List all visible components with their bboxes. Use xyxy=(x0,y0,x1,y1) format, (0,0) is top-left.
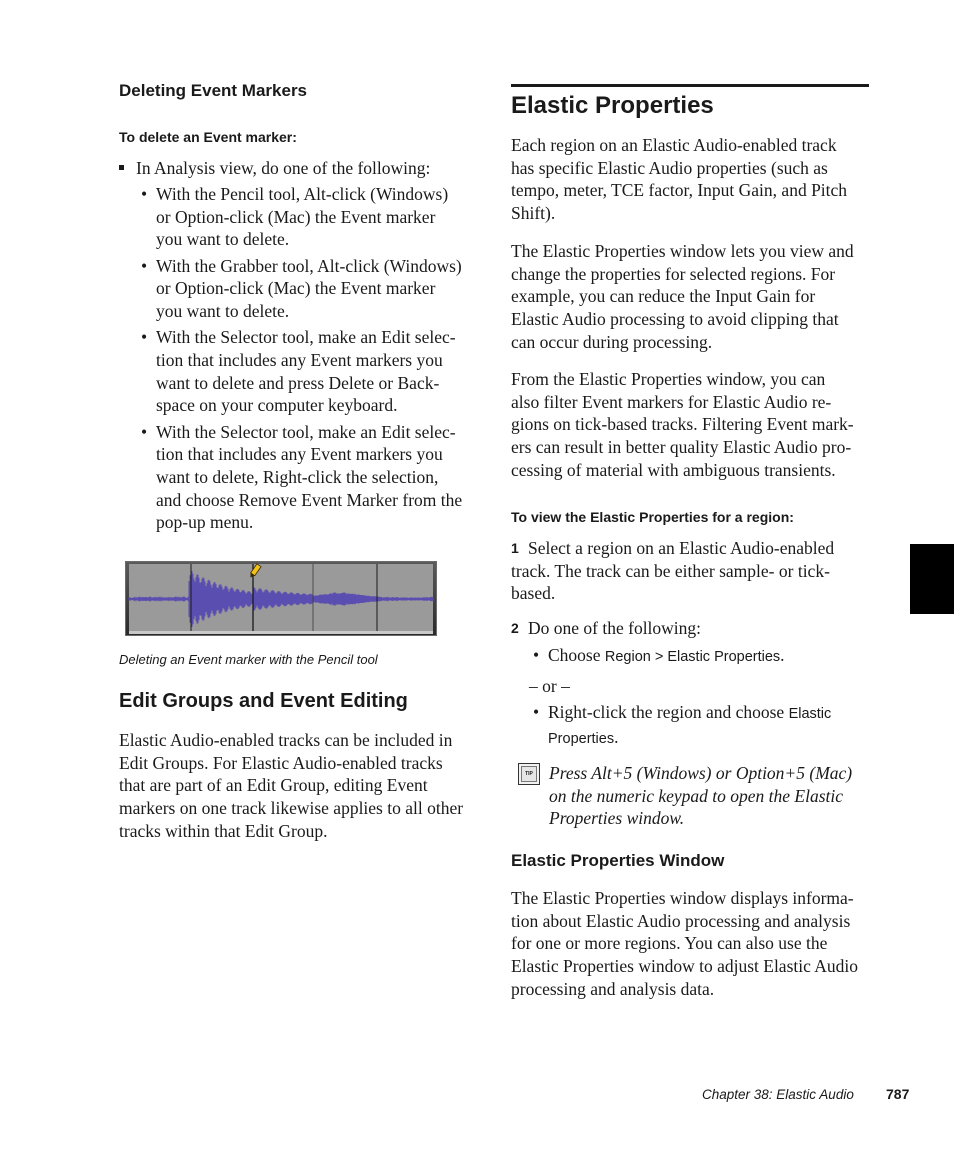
bullet-line: tion that includes any Event markers you xyxy=(156,349,443,370)
list-item xyxy=(533,701,873,750)
bullet-icon: • xyxy=(141,421,148,442)
bullet-line: With the Selector tool, make an Edit selec- xyxy=(156,421,456,442)
text-line: Press Alt+5 (Windows) or Option+5 (Mac) xyxy=(549,763,853,783)
heading-edit-groups: Edit Groups and Event Editing xyxy=(119,690,408,712)
list-item xyxy=(141,255,481,323)
paragraph xyxy=(511,887,871,1001)
heading-deleting-event-markers: Deleting Event Markers xyxy=(119,81,308,100)
figure-caption: Deleting an Event marker with the Pencil tool xyxy=(119,652,378,667)
text-line: has specific Elastic Audio properties (such as xyxy=(511,157,828,178)
bullet-line: want to delete, Right-click the selection, xyxy=(156,466,439,487)
bullet-icon: • xyxy=(533,645,540,665)
text-line: Select a region on an Elastic Audio-enabled xyxy=(528,538,835,558)
text-line: Do one of the following: xyxy=(528,618,702,638)
bullet-line: you want to delete. xyxy=(156,301,290,322)
paragraph xyxy=(511,134,871,225)
step-2 xyxy=(511,617,871,640)
text-line: tracks within that Edit Group. xyxy=(119,820,328,841)
text-span: Right-click the region and choose xyxy=(548,702,789,722)
text-line: on the numeric keypad to open the Elastic xyxy=(549,785,844,806)
bullet-line: and choose Remove Event Marker from the xyxy=(156,489,463,510)
list-item xyxy=(141,326,481,417)
main-bullet xyxy=(119,157,479,180)
text-line: Shift). xyxy=(511,203,556,224)
bullet-line: or Option-click (Mac) the Event marker xyxy=(156,278,436,299)
bullet-icon: • xyxy=(533,702,540,722)
text-line: Each region on an Elastic Audio-enabled track xyxy=(511,135,837,155)
text-line: processing and analysis data. xyxy=(511,978,715,999)
tip-icon xyxy=(518,763,540,785)
procedure-heading: To delete an Event marker: xyxy=(119,129,297,145)
text-line: cessing of material with ambiguous transients. xyxy=(511,459,836,480)
text-span: . xyxy=(780,645,785,665)
text-line: example, you can reduce the Input Gain for xyxy=(511,286,816,307)
list-item xyxy=(141,421,481,535)
bullet-icon: • xyxy=(141,255,148,276)
text-line: gions on tick-based tracks. Filtering Event mark- xyxy=(511,414,854,435)
text-line: track. The track can be either sample- or tick- xyxy=(511,560,830,581)
text-line: ers can result in better quality Elastic Audio pro- xyxy=(511,437,852,458)
edit-groups-paragraph xyxy=(119,729,479,843)
text-line: can occur during processing. xyxy=(511,331,713,352)
bullet-line: With the Selector tool, make an Edit selec- xyxy=(156,327,456,348)
text-line: markers on one track likewise applies to all other xyxy=(119,798,464,819)
list-item xyxy=(533,644,873,669)
text-line: Edit Groups. For Elastic Audio-enabled tracks xyxy=(119,752,443,773)
bullet-line: pop-up menu. xyxy=(156,512,254,533)
sub-bullet-list xyxy=(141,183,481,534)
text-line: based. xyxy=(511,583,556,604)
paragraph xyxy=(511,240,871,354)
bullet-line: want to delete and press Delete or Back- xyxy=(156,372,440,393)
text-line: Properties window. xyxy=(549,808,685,829)
step-1 xyxy=(511,537,871,605)
menu-path: Region > Elastic Properties xyxy=(604,649,781,665)
footer-chapter: Chapter 38: Elastic Audio xyxy=(702,1087,854,1102)
text-line: change the properties for selected regions. For xyxy=(511,263,836,284)
tip-text xyxy=(549,762,874,830)
or-separator: – or – xyxy=(529,676,570,696)
waveform-figure xyxy=(125,561,437,636)
text-line: From the Elastic Properties window, you can xyxy=(511,369,826,389)
square-bullet-icon xyxy=(119,165,124,170)
text-line: The Elastic Properties window displays informa- xyxy=(511,888,854,908)
text-line: for one or more regions. You can also use the xyxy=(511,933,828,954)
bullet-line: space on your computer keyboard. xyxy=(156,395,398,416)
procedure-heading: To view the Elastic Properties for a region: xyxy=(511,509,794,525)
bullet-line: tion that includes any Event markers you xyxy=(156,444,443,465)
text-line: tion about Elastic Audio processing and analysis xyxy=(511,910,851,931)
text-line: Elastic Audio processing to avoid clipping that xyxy=(511,309,839,330)
heading-elastic-properties-window: Elastic Properties Window xyxy=(511,851,725,870)
bullet-line: you want to delete. xyxy=(156,229,290,250)
list-item xyxy=(141,183,481,251)
bullet-line: With the Grabber tool, Alt-click (Windows) xyxy=(156,255,462,276)
step-number: 2 xyxy=(511,620,519,636)
text-span: . xyxy=(614,726,619,747)
text-span: Choose xyxy=(548,645,605,665)
heading-elastic-properties: Elastic Properties xyxy=(511,92,714,119)
bullet-line: or Option-click (Mac) the Event marker xyxy=(156,206,436,227)
tip-icon-label: TIP xyxy=(521,766,537,782)
text-line: also filter Event markers for Elastic Audio re- xyxy=(511,391,832,412)
text-line: The Elastic Properties window lets you view and xyxy=(511,241,854,261)
text-line: that are part of an Edit Group, editing Event xyxy=(119,775,428,796)
paragraph xyxy=(511,368,871,482)
main-bullet-text: In Analysis view, do one of the following: xyxy=(136,158,431,178)
text-line: Elastic Properties window to adjust Elastic Audio xyxy=(511,956,859,977)
text-line: Elastic Audio-enabled tracks can be included in xyxy=(119,730,453,750)
waveform-image xyxy=(125,561,437,636)
menu-item: Elastic xyxy=(788,706,832,722)
bullet-icon: • xyxy=(141,327,148,348)
text-line: tempo, meter, TCE factor, Input Gain, and Pitch xyxy=(511,180,848,201)
menu-item: Properties xyxy=(548,730,615,747)
section-rule xyxy=(511,84,869,87)
bullet-line: With the Pencil tool, Alt-click (Windows) xyxy=(156,184,449,204)
page-number: 787 xyxy=(886,1086,910,1102)
chapter-thumb-tab xyxy=(910,544,954,614)
bullet-icon: • xyxy=(141,184,148,204)
step-number: 1 xyxy=(511,540,519,556)
